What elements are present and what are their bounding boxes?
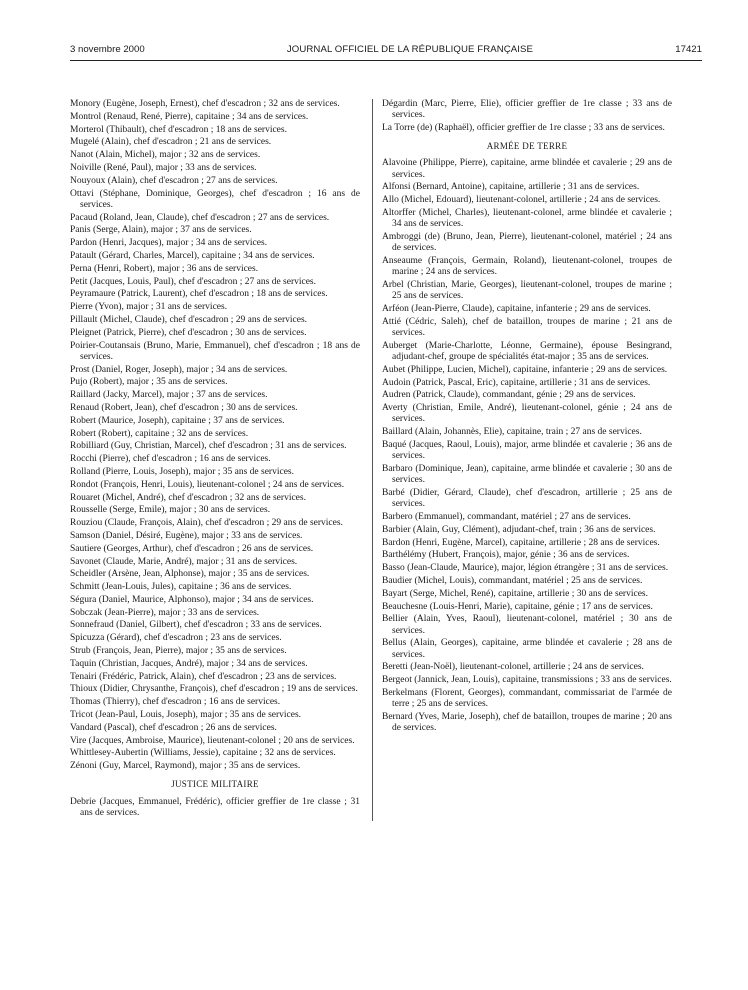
- list-item: Berkelmans (Florent, Georges), commandant, commissariat de l'armée de terre ; 25 ans de services.: [382, 687, 672, 710]
- list-item: Rondot (François, Henri, Louis), lieutenant-colonel ; 24 ans de services.: [70, 479, 345, 490]
- list-item: Ottavi (Stéphane, Dominique, Georges), chef d'escadron ; 16 ans de services.: [70, 188, 360, 210]
- list-item: Thioux (Didier, Chrysanthe, François), chef d'escadron ; 19 ans de services.: [70, 684, 358, 695]
- list-item: Tricot (Jean-Paul, Louis, Joseph), major ; 35 ans de services.: [70, 710, 302, 721]
- list-item: Pujo (Robert), major ; 35 ans de services.: [70, 377, 228, 388]
- list-item: Bernard (Yves, Marie, Joseph), chef de bataillon, troupes de marine ; 20 ans de services.: [382, 711, 672, 734]
- list-item: Barbier (Alain, Guy, Clément), adjudant-chef, train ; 36 ans de services.: [382, 524, 656, 535]
- list-item: Peyramaure (Patrick, Laurent), chef d'escadron ; 18 ans de services.: [70, 289, 328, 300]
- list-item: Audren (Patrick, Claude), commandant, génie ; 29 ans de services.: [382, 390, 636, 401]
- section-heading-armee-de-terre: ARMÉE DE TERRE: [486, 141, 568, 152]
- page-header: [70, 44, 702, 61]
- list-item: Monory (Eugène, Joseph, Ernest), chef d'escadron ; 32 ans de services.: [70, 99, 340, 109]
- list-item: Perna (Henri, Robert), major ; 36 ans de services.: [70, 263, 259, 274]
- list-item: Rouziou (Claude, François, Alain), chef d'escadron ; 29 ans de services.: [70, 518, 343, 529]
- right-top-entry-list: [382, 99, 672, 134]
- list-item: Rolland (Pierre, Louis, Joseph), major ; 35 ans de services.: [70, 466, 294, 477]
- list-item: Barbaro (Dominique, Jean), capitaine, arme blindée et cavalerie ; 30 ans de services.: [382, 463, 672, 486]
- list-item: Pierre (Yvon), major ; 31 ans de services.: [70, 302, 228, 313]
- list-item: Whittlesey-Aubertin (Williams, Jessie), capitaine ; 32 ans de services.: [70, 748, 336, 759]
- column-divider: [372, 99, 373, 821]
- list-item: Nanot (Alain, Michel), major ; 32 ans de services.: [70, 150, 261, 161]
- list-item: Ambroggi (de) (Bruno, Jean, Pierre), lieutenant-colonel, matériel ; 24 ans de services.: [382, 232, 672, 254]
- list-item: Bayart (Serge, Michel, René), capitaine, artillerie ; 30 ans de services.: [382, 588, 648, 599]
- list-item: Savonet (Claude, Marie, André), major ; 31 ans de services.: [70, 556, 298, 567]
- list-item: Robert (Robert), capitaine ; 32 ans de services.: [70, 428, 249, 439]
- list-item: Beretti (Jean-Noël), lieutenant-colonel, artillerie ; 24 ans de services.: [382, 662, 644, 673]
- list-item: Basso (Jean-Claude, Maurice), major, légion étrangère ; 31 ans de services.: [382, 563, 669, 574]
- list-item: Montrol (Renaud, René, Pierre), capitaine ; 34 ans de services.: [70, 111, 309, 122]
- justice-entry-list: [70, 797, 360, 819]
- list-item: Rousselle (Serge, Emile), major ; 30 ans de services.: [70, 505, 271, 516]
- two-column-body: [70, 99, 702, 821]
- list-item: Robilliard (Guy, Christian, Marcel), chef d'escadron ; 31 ans de services.: [70, 441, 347, 452]
- list-item: Mugelé (Alain), chef d'escadron ; 21 ans de services.: [70, 137, 272, 148]
- list-item: Renaud (Robert, Jean), chef d'escadron ; 30 ans de services.: [70, 402, 298, 413]
- list-item: Pleignet (Patrick, Pierre), chef d'escadron ; 30 ans de services.: [70, 327, 307, 338]
- list-item: Averty (Christian, Emile, André), lieutenant-colonel, génie ; 24 ans de services.: [382, 403, 672, 425]
- header-page-number: 17421: [675, 44, 702, 55]
- list-item: Scheidler (Arsène, Jean, Alphonse), major ; 35 ans de services.: [70, 569, 310, 580]
- list-item: Baudier (Michel, Louis), commandant, matériel ; 25 ans de services.: [382, 575, 643, 586]
- list-item: Anseaume (François, Germain, Roland), lieutenant-colonel, troupes de marine ; 24 ans de services.: [382, 256, 672, 278]
- list-item: Tenairi (Frédéric, Patrick, Alain), chef d'escadron ; 23 ans de services.: [70, 671, 337, 682]
- list-item: Alavoine (Philippe, Pierre), capitaine, arme blindée et cavalerie ; 29 ans de services.: [382, 158, 672, 180]
- list-item: Barbé (Didier, Gérard, Claude), chef d'escadron, artillerie ; 25 ans de services.: [382, 487, 672, 510]
- list-item: Debrie (Jacques, Emmanuel, Frédéric), officier greffier de 1re classe ; 31 ans de services.: [70, 796, 360, 818]
- list-item: Schmitt (Jean-Louis, Jules), capitaine ; 36 ans de services.: [70, 582, 292, 593]
- list-item: Sobczak (Jean-Pierre), major ; 33 ans de services.: [70, 607, 260, 618]
- list-item: Arbel (Christian, Marie, Georges), lieutenant-colonel, troupes de marine ; 25 ans de services.: [382, 280, 672, 302]
- list-item: La Torre (de) (Raphaël), officier greffier de 1re classe ; 33 ans de services.: [382, 123, 665, 133]
- list-item: Baqué (Jacques, Raoul, Louis), major, arme blindée et cavalerie ; 36 ans de services.: [382, 439, 672, 462]
- list-item: Beauchesne (Louis-Henri, Marie), capitaine, génie ; 17 ans de services.: [382, 601, 653, 612]
- list-item: Baillard (Alain, Johannès, Elie), capitaine, train ; 27 ans de services.: [382, 427, 642, 438]
- left-entry-list: [70, 99, 360, 772]
- list-item: Vire (Jacques, Ambroise, Maurice), lieutenant-colonel ; 20 ans de services.: [70, 735, 355, 746]
- list-item: Taquin (Christian, Jacques, André), major ; 34 ans de services.: [70, 658, 308, 669]
- right-column: [382, 99, 672, 821]
- list-item: Patault (Gérard, Charles, Marcel), capitaine ; 34 ans de services.: [70, 250, 315, 261]
- list-item: Barthélémy (Hubert, François), major, génie ; 36 ans de services.: [382, 550, 630, 561]
- list-item: Dégardin (Marc, Pierre, Elie), officier greffier de 1re classe ; 33 ans de services.: [382, 99, 672, 121]
- list-item: Panis (Serge, Alain), major ; 37 ans de services.: [70, 225, 252, 236]
- list-item: Sonnefraud (Daniel, Gilbert), chef d'escadron ; 33 ans de services.: [70, 620, 322, 631]
- list-item: Samson (Daniel, Désiré, Eugène), major ; 33 ans de services.: [70, 530, 303, 541]
- list-item: Poirier-Coutansais (Bruno, Marie, Emmanuel), chef d'escadron ; 18 ans de services.: [70, 340, 360, 362]
- header-date: 3 novembre 2000: [70, 44, 145, 55]
- armee-entry-list: [382, 158, 672, 734]
- list-item: Barbero (Emmanuel), commandant, matériel ; 27 ans de services.: [382, 511, 631, 522]
- list-item: Bardon (Henri, Eugène, Marcel), capitaine, artillerie ; 28 ans de services.: [382, 537, 660, 548]
- list-item: Alfonsi (Bernard, Antoine), capitaine, artillerie ; 31 ans de services.: [382, 182, 640, 193]
- list-item: Strub (François, Jean, Pierre), major ; 35 ans de services.: [70, 646, 287, 657]
- list-item: Nouyoux (Alain), chef d'escadron ; 27 ans de services.: [70, 175, 278, 186]
- list-item: Bellier (Alain, Yves, Raoul), lieutenant-colonel, matériel ; 30 ans de services.: [382, 614, 672, 636]
- list-item: Petit (Jacques, Louis, Paul), chef d'escadron ; 27 ans de services.: [70, 276, 317, 287]
- list-item: Raillard (Jacky, Marcel), major ; 37 ans de services.: [70, 390, 268, 401]
- list-item: Sautiere (Georges, Arthur), chef d'escadron ; 26 ans de services.: [70, 543, 314, 554]
- list-item: Attié (Cédric, Saleh), chef de bataillon, troupes de marine ; 21 ans de services.: [382, 316, 672, 338]
- left-column: [70, 99, 360, 821]
- header-title: JOURNAL OFFICIEL DE LA RÉPUBLIQUE FRANÇAISE: [286, 44, 534, 55]
- list-item: Pillault (Michel, Claude), chef d'escadron ; 29 ans de services.: [70, 314, 308, 325]
- list-item: Altorffer (Michel, Charles), lieutenant-colonel, arme blindée et cavalerie ; 34 ans de services.: [382, 208, 672, 230]
- list-item: Vandard (Pascal), chef d'escadron ; 26 ans de services.: [70, 722, 277, 733]
- list-item: Audoin (Patrick, Pascal, Eric), capitaine, artillerie ; 31 ans de services.: [382, 377, 651, 388]
- list-item: Allo (Michel, Edouard), lieutenant-colonel, artillerie ; 24 ans de services.: [382, 195, 661, 206]
- section-heading-justice-militaire: JUSTICE MILITAIRE: [171, 779, 259, 790]
- list-item: Robert (Maurice, Joseph), capitaine ; 37 ans de services.: [70, 415, 285, 426]
- list-item: Prost (Daniel, Roger, Joseph), major ; 34 ans de services.: [70, 364, 288, 375]
- list-item: Thomas (Thierry), chef d'escadron ; 16 ans de services.: [70, 697, 281, 708]
- list-item: Pacaud (Roland, Jean, Claude), chef d'escadron ; 27 ans de services.: [70, 212, 330, 223]
- list-item: Ségura (Daniel, Maurice, Alphonso), major ; 34 ans de services.: [70, 594, 314, 605]
- list-item: Zénoni (Guy, Marcel, Raymond), major ; 35 ans de services.: [70, 761, 301, 772]
- list-item: Spicuzza (Gérard), chef d'escadron ; 23 ans de services.: [70, 633, 282, 644]
- list-item: Rouaret (Michel, André), chef d'escadron ; 32 ans de services.: [70, 492, 306, 503]
- list-item: Rocchi (Pierre), chef d'escadron ; 16 ans de services.: [70, 454, 271, 465]
- list-item: Pardon (Henri, Jacques), major ; 34 ans de services.: [70, 238, 268, 249]
- list-item: Morterol (Thibault), chef d'escadron ; 18 ans de services.: [70, 124, 287, 135]
- list-item: Arféon (Jean-Pierre, Claude), capitaine, infanterie ; 29 ans de services.: [382, 304, 651, 314]
- list-item: Bergeot (Jannick, Jean, Louis), capitaine, transmissions ; 33 ans de services.: [382, 675, 672, 686]
- list-item: Bellus (Alain, Georges), capitaine, arme blindée et cavalerie ; 28 ans de services.: [382, 638, 672, 660]
- list-item: Noiville (René, Paul), major ; 33 ans de services.: [70, 162, 257, 173]
- list-item: Auberget (Marie-Charlotte, Léonne, Germaine), épouse Besingrand, adjudant-chef, groupe de spécialités état-major ; 35 ans de services.: [382, 340, 672, 362]
- list-item: Aubet (Philippe, Lucien, Michel), capitaine, infanterie ; 29 ans de services.: [382, 364, 668, 375]
